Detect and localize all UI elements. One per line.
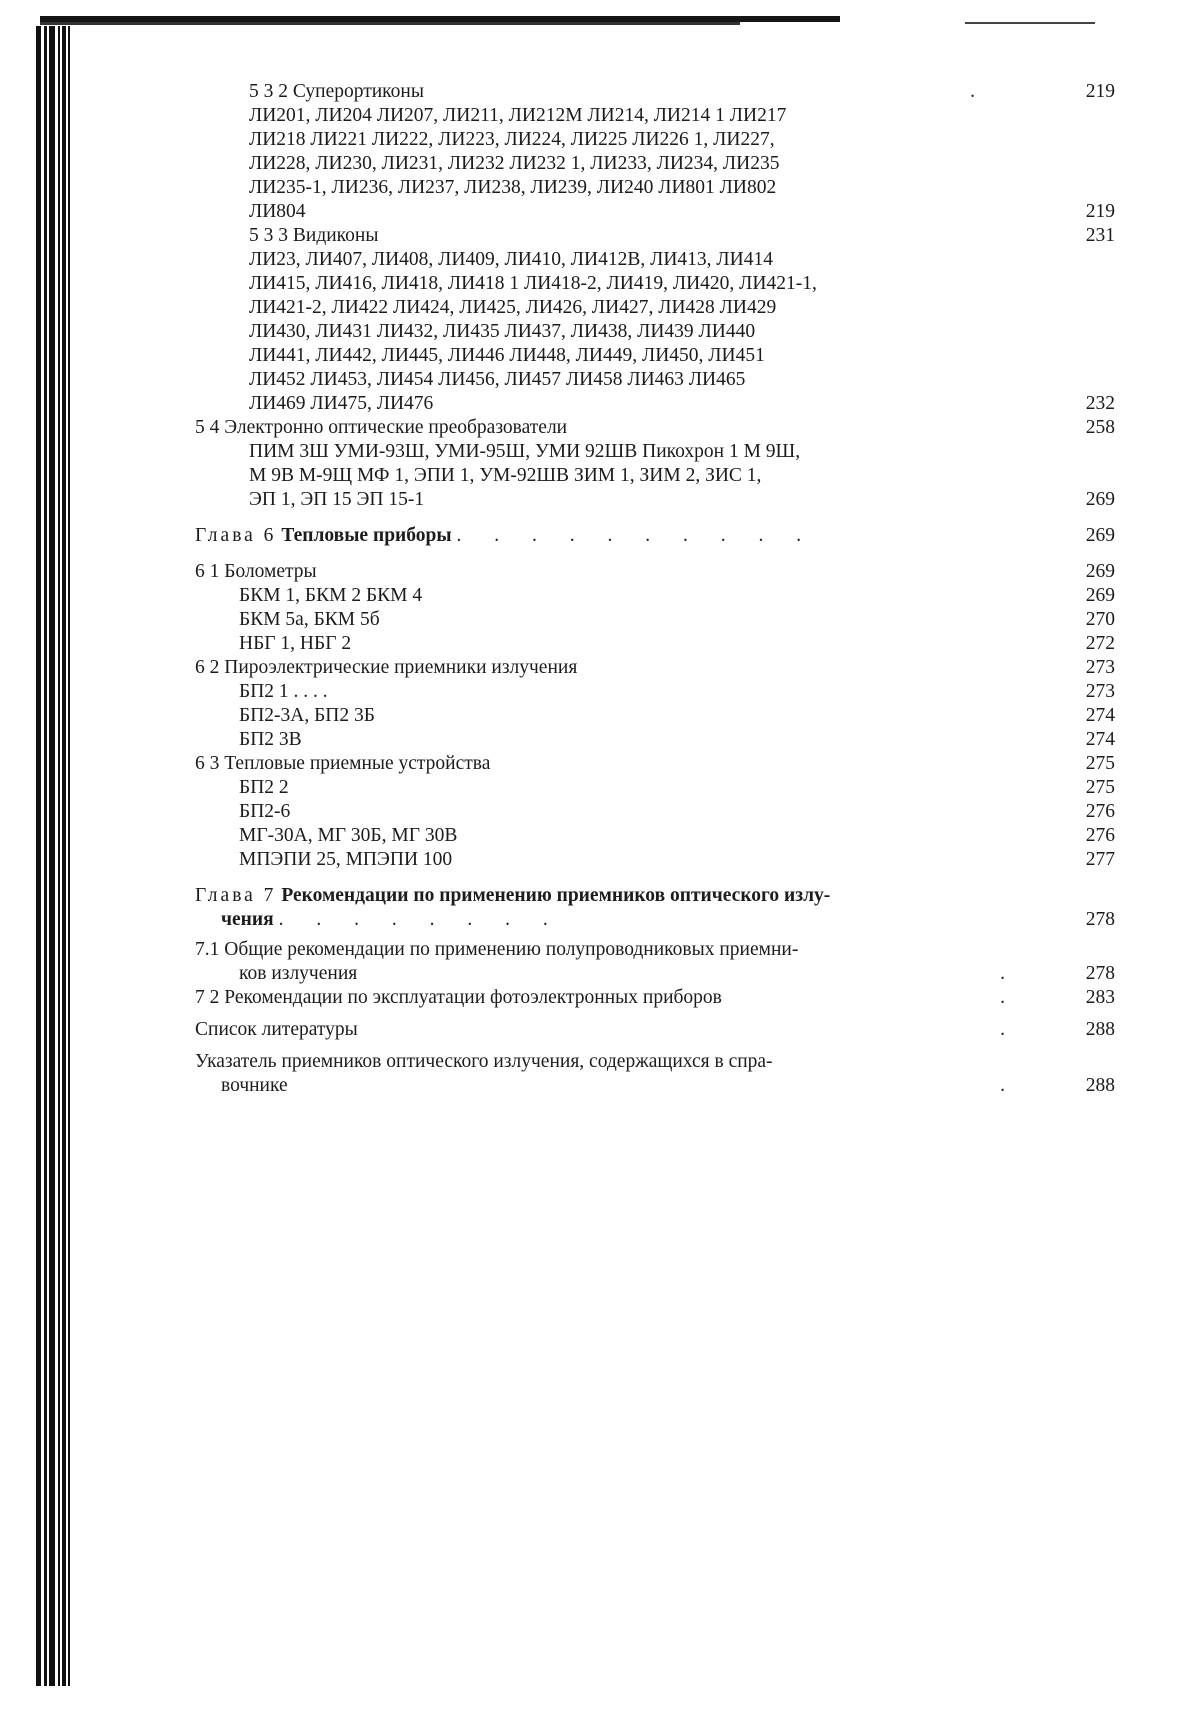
toc-entry-text: БКМ 1, БКМ 2 БКМ 4 [239, 585, 423, 606]
toc-entry-text: ЛИ201, ЛИ204 ЛИ207, ЛИ211, ЛИ212М ЛИ214, ЛИ214 1 ЛИ217 [249, 105, 787, 126]
toc-entry-text: 7 2 Рекомендации по эксплуатации фотоэлектронных приборов [195, 987, 722, 1008]
chapter-6-heading [195, 524, 1115, 548]
scan-edge-top-3 [965, 22, 1095, 24]
toc-entry [195, 464, 1115, 488]
toc-entry-text: Указатель приемников оптического излучения, содержащихся в спра- [195, 1051, 773, 1072]
section-5-entries [195, 80, 1115, 512]
toc-entry-text: ПИМ 3Ш УМИ-93Ш, УМИ-95Ш, УМИ 92ШВ Пикохрон 1 М 9Ш, [249, 441, 801, 462]
toc-entry-page: 269 [1085, 489, 1115, 510]
toc-entry-dots: . [970, 81, 975, 102]
toc-entry-text: 6 3 Тепловые приемные устройства [195, 753, 491, 774]
binding-edge [36, 26, 72, 1686]
toc-entry [195, 962, 1115, 986]
toc-entry-text: ЛИ441, ЛИ442, ЛИ445, ЛИ446 ЛИ448, ЛИ449, ЛИ450, ЛИ451 [249, 345, 765, 366]
toc-entry [195, 752, 1115, 776]
toc-entry-dots: . [1000, 987, 1005, 1008]
toc-entry-page: 277 [1085, 849, 1115, 870]
toc-entry-page: 274 [1085, 729, 1115, 750]
toc-entry-page: 270 [1085, 609, 1115, 630]
toc-entry-text: ЛИ228, ЛИ230, ЛИ231, ЛИ232 ЛИ232 1, ЛИ233, ЛИ234, ЛИ235 [249, 153, 780, 174]
chapter-6-dots: . . . . . . . . . . [456, 525, 816, 546]
toc-entry [195, 320, 1115, 344]
chapter-7-label: Глава 7 [195, 885, 277, 906]
toc-entry-page: 288 [1085, 1075, 1115, 1096]
toc-entry [195, 392, 1115, 416]
chapter-6-label: Глава 6 [195, 525, 277, 546]
toc-entry [195, 200, 1115, 224]
toc-entry-text: БП2-3А, БП2 3Б [239, 705, 375, 726]
chapter-7-title: Рекомендации по применению приемников оптического излу- [281, 885, 831, 906]
toc-entry-page: 269 [1085, 585, 1115, 606]
toc-entry-text: М 9В М-9Щ МФ 1, ЭПИ 1, УМ-92ШВ ЗИМ 1, ЗИМ 2, ЗИС 1, [249, 465, 762, 486]
toc-entry-page: 283 [1085, 987, 1115, 1008]
toc-entry [195, 848, 1115, 872]
toc-entry-text: 5 3 2 Суперортиконы [249, 81, 424, 102]
toc-entry [195, 128, 1115, 152]
toc-entry [195, 728, 1115, 752]
toc-entry-text: ЭП 1, ЭП 15 ЭП 15-1 [249, 489, 425, 510]
toc-entry-page: 275 [1085, 777, 1115, 798]
toc-entry [195, 152, 1115, 176]
toc-entry-text: 5 3 3 Видиконы [249, 225, 379, 246]
toc-entry-page: 258 [1085, 417, 1115, 438]
toc-entry [195, 986, 1115, 1010]
scan-edge-top-2 [40, 22, 740, 25]
toc-entry-page: 276 [1085, 801, 1115, 822]
toc-entry [195, 296, 1115, 320]
toc-entry-page: 232 [1085, 393, 1115, 414]
toc-entry [195, 488, 1115, 512]
toc-entry-page: 288 [1085, 1019, 1115, 1040]
toc-entry-text: 5 4 Электронно оптические преобразователи [195, 417, 568, 438]
toc-entry-text: ЛИ421-2, ЛИ422 ЛИ424, ЛИ425, ЛИ426, ЛИ427, ЛИ428 ЛИ429 [249, 297, 777, 318]
toc-entry-dots: . [1000, 1019, 1005, 1040]
toc-entry [195, 176, 1115, 200]
toc-entry-page: 274 [1085, 705, 1115, 726]
chapter-7-heading-line2 [195, 908, 1115, 932]
toc-entry-text: НБГ 1, НБГ 2 [239, 633, 352, 654]
toc-entry [195, 704, 1115, 728]
toc-entry-page: 272 [1085, 633, 1115, 654]
toc-entry-text: 6 1 Болометры [195, 561, 317, 582]
toc-entry [195, 608, 1115, 632]
toc-entry-text: ЛИ469 ЛИ475, ЛИ476 [249, 393, 434, 414]
chapter-7-heading-line1 [195, 884, 1115, 908]
toc-entry [195, 1074, 1115, 1098]
toc-entry-text: БП2 1 . . . . [239, 681, 328, 702]
toc-entry [195, 272, 1115, 296]
chapter-7-page: 278 [1085, 909, 1115, 930]
toc-entry [195, 800, 1115, 824]
toc-entry-page: 231 [1085, 225, 1115, 246]
toc-entry-page: 275 [1085, 753, 1115, 774]
toc-entry-text: ЛИ804 [249, 201, 306, 222]
section-6-entries [195, 560, 1115, 872]
toc-entry [195, 80, 1115, 104]
toc-entry [195, 1018, 1115, 1042]
toc-entry-dots: . [1000, 1075, 1005, 1096]
toc-entry-text: БКМ 5а, БКМ 5б [239, 609, 380, 630]
toc-entry [195, 656, 1115, 680]
toc-entry [195, 824, 1115, 848]
toc-entry-text: БП2 3В [239, 729, 302, 750]
toc-entry-page: 269 [1085, 561, 1115, 582]
toc-entry-text: МПЭПИ 25, МПЭПИ 100 [239, 849, 453, 870]
toc-entry-text: Список литературы [195, 1019, 358, 1040]
toc-entry-text: ЛИ430, ЛИ431 ЛИ432, ЛИ435 ЛИ437, ЛИ438, ЛИ439 ЛИ440 [249, 321, 756, 342]
toc-entry [195, 440, 1115, 464]
chapter-6-title: Тепловые приборы [281, 525, 452, 546]
toc-entry [195, 632, 1115, 656]
toc-entry-text: 7.1 Общие рекомендации по применению полупроводниковых приемни- [195, 939, 799, 960]
toc-entry-page: 219 [1085, 81, 1115, 102]
toc-entry [195, 584, 1115, 608]
toc-entry [195, 224, 1115, 248]
toc-entry-page: 273 [1085, 657, 1115, 678]
toc-entry [195, 248, 1115, 272]
toc-entry-text: ков излучения [239, 963, 358, 984]
toc-entry-text: БП2-6 [239, 801, 291, 822]
toc-entry [195, 938, 1115, 962]
toc-entry-dots: . [1000, 963, 1005, 984]
toc-entry-page: 219 [1085, 201, 1115, 222]
toc-entry-text: ЛИ23, ЛИ407, ЛИ408, ЛИ409, ЛИ410, ЛИ412В, ЛИ413, ЛИ414 [249, 249, 773, 270]
toc-entry [195, 344, 1115, 368]
toc-entry-text: ЛИ235-1, ЛИ236, ЛИ237, ЛИ238, ЛИ239, ЛИ240 ЛИ801 ЛИ802 [249, 177, 777, 198]
toc-entry-page: 276 [1085, 825, 1115, 846]
toc-entry [195, 560, 1115, 584]
toc-entry-text: ЛИ452 ЛИ453, ЛИ454 ЛИ456, ЛИ457 ЛИ458 ЛИ463 ЛИ465 [249, 369, 746, 390]
toc-entry [195, 776, 1115, 800]
toc-entry-page: 273 [1085, 681, 1115, 702]
chapter-7-dots: . . . . . . . . [278, 909, 562, 930]
toc-entry-text: 6 2 Пироэлектрические приемники излучения [195, 657, 578, 678]
table-of-contents [195, 80, 1115, 1098]
toc-entry [195, 680, 1115, 704]
toc-entry-text: МГ-30А, МГ 30Б, МГ 30В [239, 825, 458, 846]
toc-entry-text: ЛИ415, ЛИ416, ЛИ418, ЛИ418 1 ЛИ418-2, ЛИ419, ЛИ420, ЛИ421-1, [249, 273, 817, 294]
toc-entry-text: вочнике [221, 1075, 288, 1096]
toc-entry-page: 278 [1085, 963, 1115, 984]
toc-entry-text: ЛИ218 ЛИ221 ЛИ222, ЛИ223, ЛИ224, ЛИ225 ЛИ226 1, ЛИ227, [249, 129, 775, 150]
toc-entry [195, 1050, 1115, 1074]
chapter-6-page: 269 [1085, 525, 1115, 546]
toc-entry [195, 104, 1115, 128]
toc-entry [195, 368, 1115, 392]
toc-entry-text: БП2 2 [239, 777, 289, 798]
toc-entry [195, 416, 1115, 440]
chapter-7-title-cont: чения [221, 909, 274, 930]
